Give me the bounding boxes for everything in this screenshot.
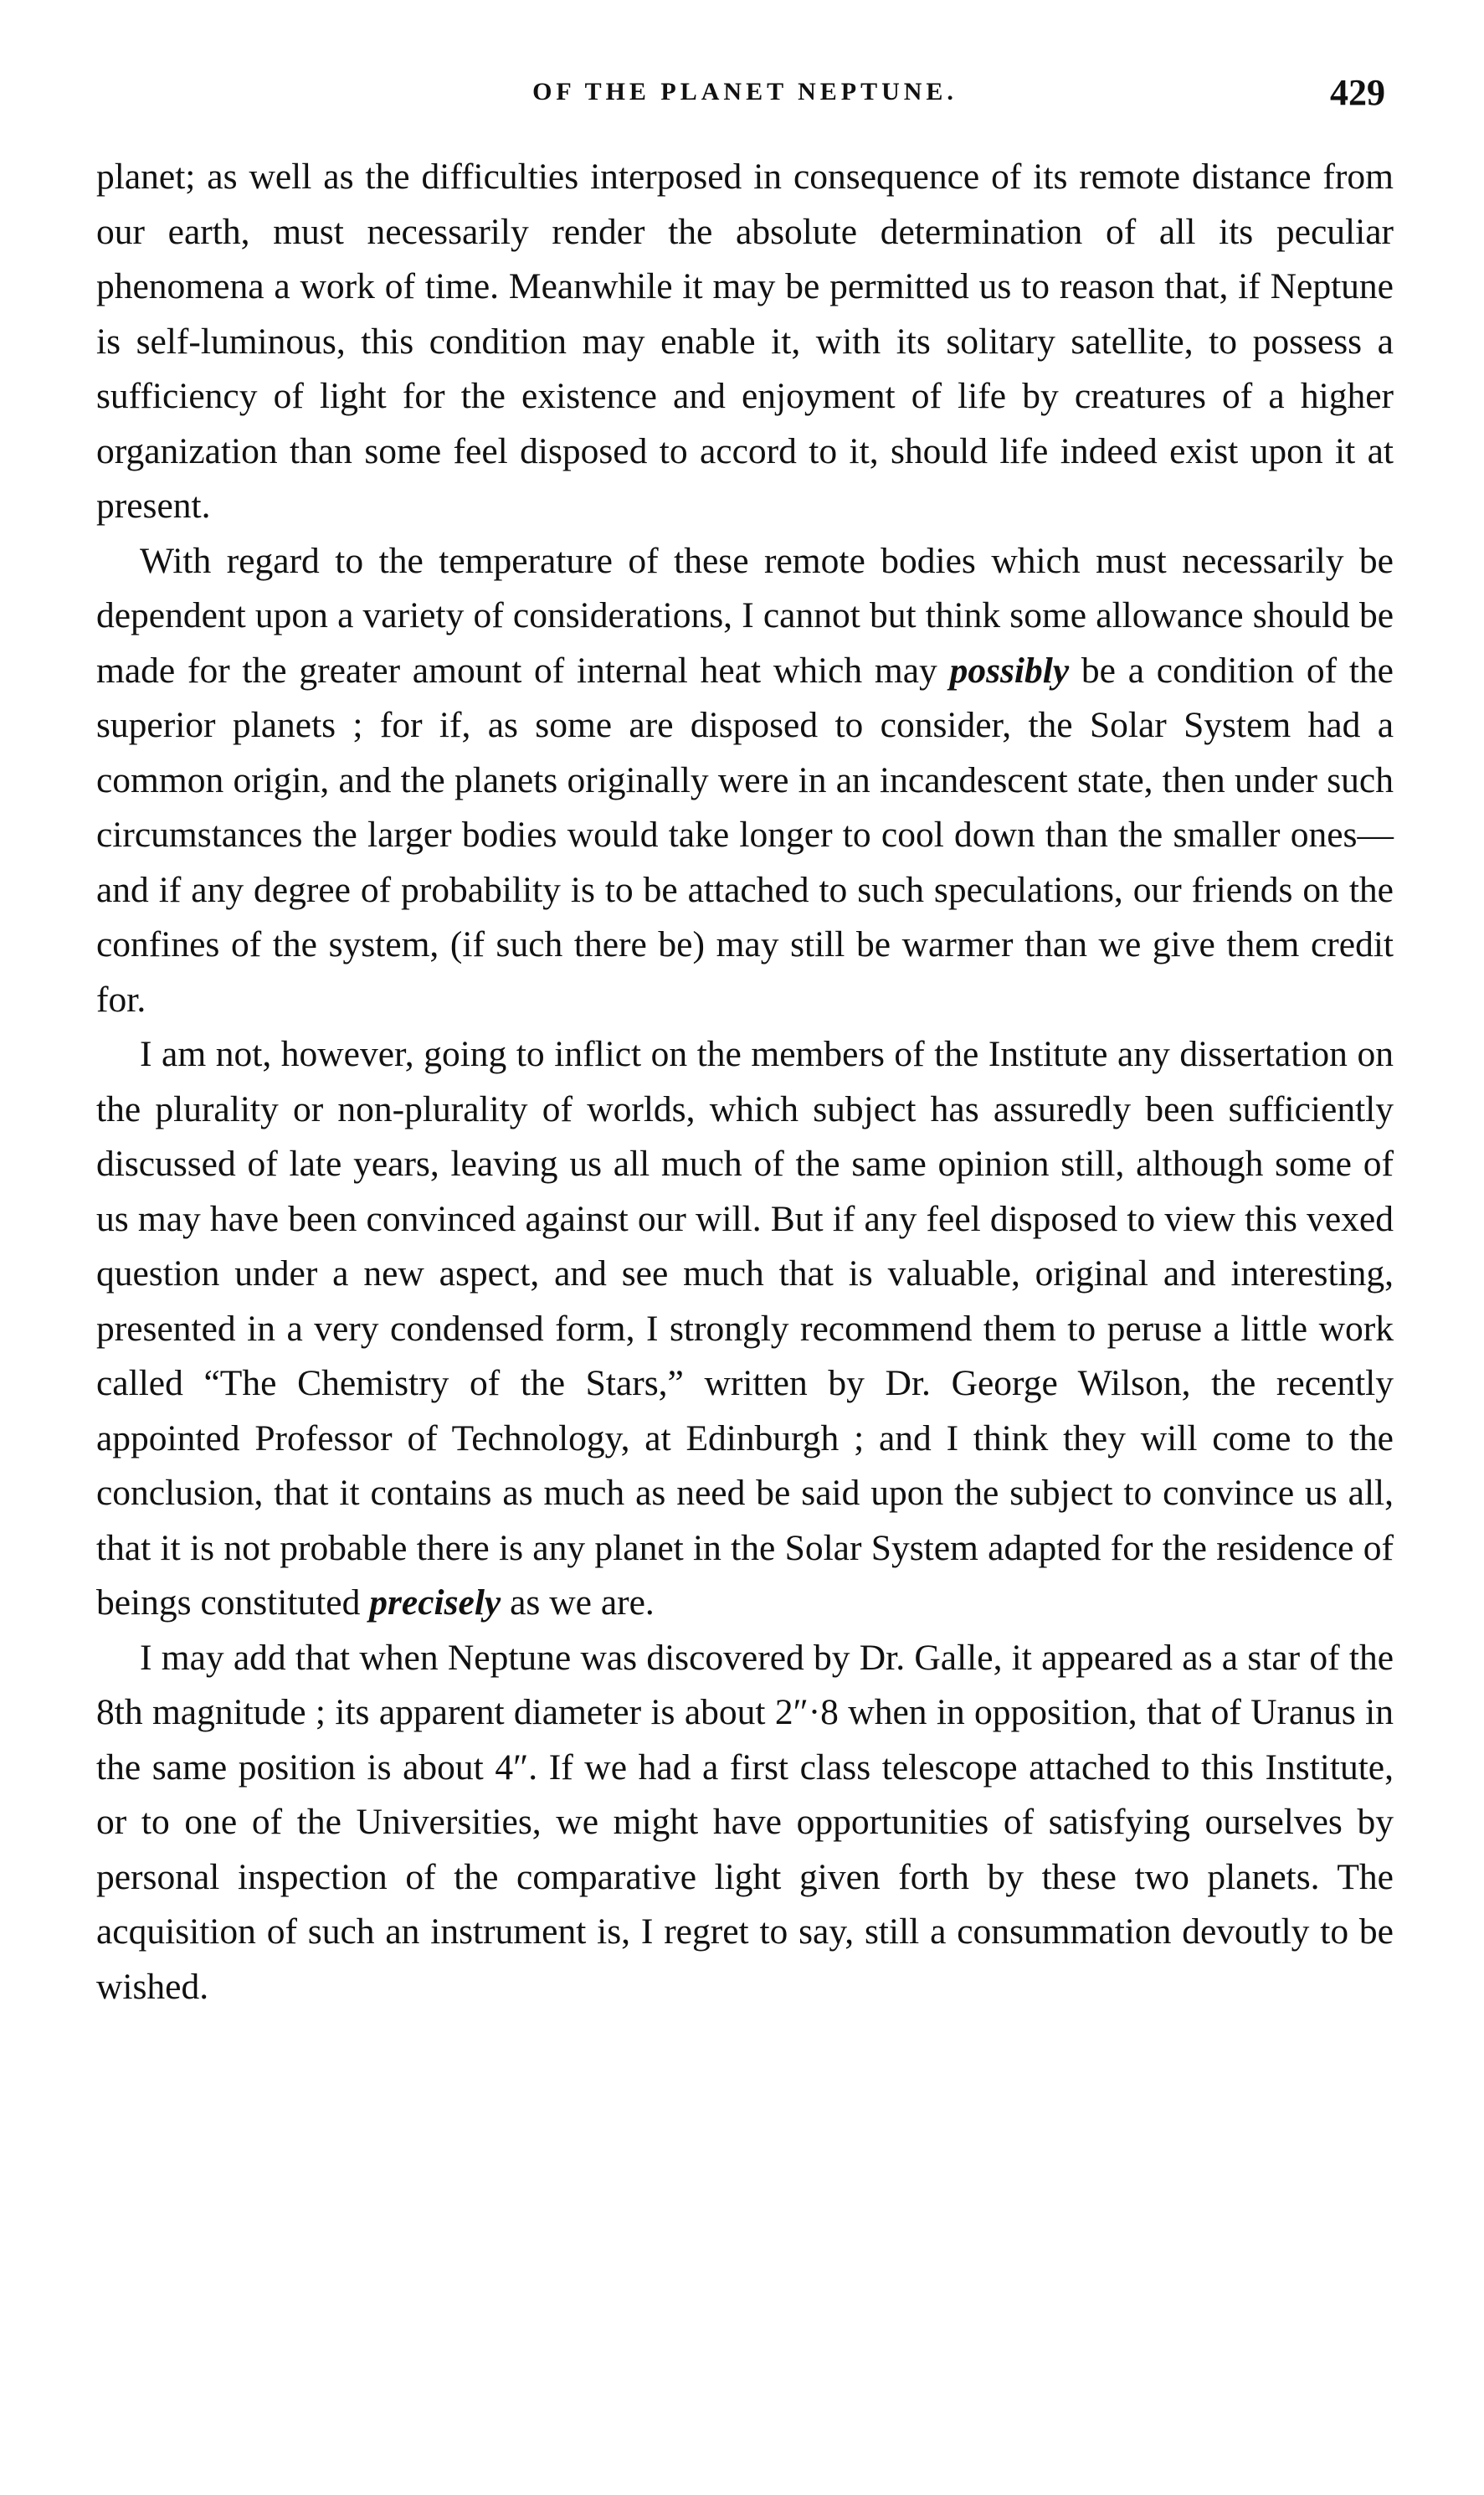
paragraph-text: be a condition of the superior planets ; for if, as some are disposed to consider, the Solar System had a common origin, and the planets originally were in an incandescent state, then under such circumstances the larger bodies would take longer to cool down than the smaller ones—and if any degree of probability is to be attached to such speculations, our friends on the confines of the system, (if such there be) may still be warmer than we give them credit for.: [96, 650, 1394, 1020]
body-text: [96, 150, 1394, 2014]
paragraph-text: With regard to the temperature of these remote bodies which must necessarily be dependent upon a variety of considerations, I cannot but think some allowance should be made for the greater amount of internal heat which may: [96, 540, 1394, 691]
paragraph-temperature: [96, 534, 1394, 1028]
page: [96, 71, 1394, 2014]
emphasis-word: precisely: [369, 1582, 501, 1623]
page-number: 429: [1330, 72, 1385, 113]
paragraph-text: as we are.: [501, 1582, 655, 1623]
paragraph-text: I am not, however, going to inflict on the members of the Institute any dissertation on the plurality or non-plurality of worlds, which subject has assuredly been sufficiently discussed of late years, leaving us all much of the same opinion still, although some of us may have been convinced against our will. But if any feel disposed to view this vexed question under a new aspect, and see much that is valuable, original and interesting, presented in a very condensed form, I strongly recommend them to peruse a little work called “The Chemistry of the Stars,” written by Dr. George Wilson, the recently appointed Professor of Technology, at Edinburgh ; and I think they will come to the conclusion, that it contains as much as need be said upon the subject to convince us all, that it is not probable there is any planet in the Solar System adapted for the residence of beings constituted: [96, 1034, 1394, 1623]
running-title: OF THE PLANET NEPTUNE.: [532, 78, 958, 105]
paragraph-plurality-of-worlds: [96, 1027, 1394, 1631]
paragraph-continuation: planet; as well as the difficulties interposed in consequence of its remote distance from our earth, must necessarily render the absolute determination of all its peculiar phenomena a work of time. Meanwhile it may be permitted us to reason that, if Neptune is self-luminous, this condition may enable it, with its solitary satellite, to possess a sufficiency of light for the existence and enjoyment of life by creatures of a higher organization than some feel disposed to accord to it, should life indeed exist upon it at present.: [96, 157, 1394, 526]
running-head: [96, 71, 1394, 130]
emphasis-word: possibly: [949, 650, 1070, 691]
paragraph-discovery: I may add that when Neptune was discovered by Dr. Galle, it appeared as a star of the 8th magnitude ; its apparent diameter is about 2″·8 when in opposition, that of Uranus in the same position is about 4″. If we had a first class telescope attached to this Institute, or to one of the Universities, we might have opportunities of satisfying ourselves by personal inspection of the comparative light given forth by these two planets. The acquisition of such an instrument is, I regret to say, still a consummation devoutly to be wished.: [96, 1637, 1394, 2007]
